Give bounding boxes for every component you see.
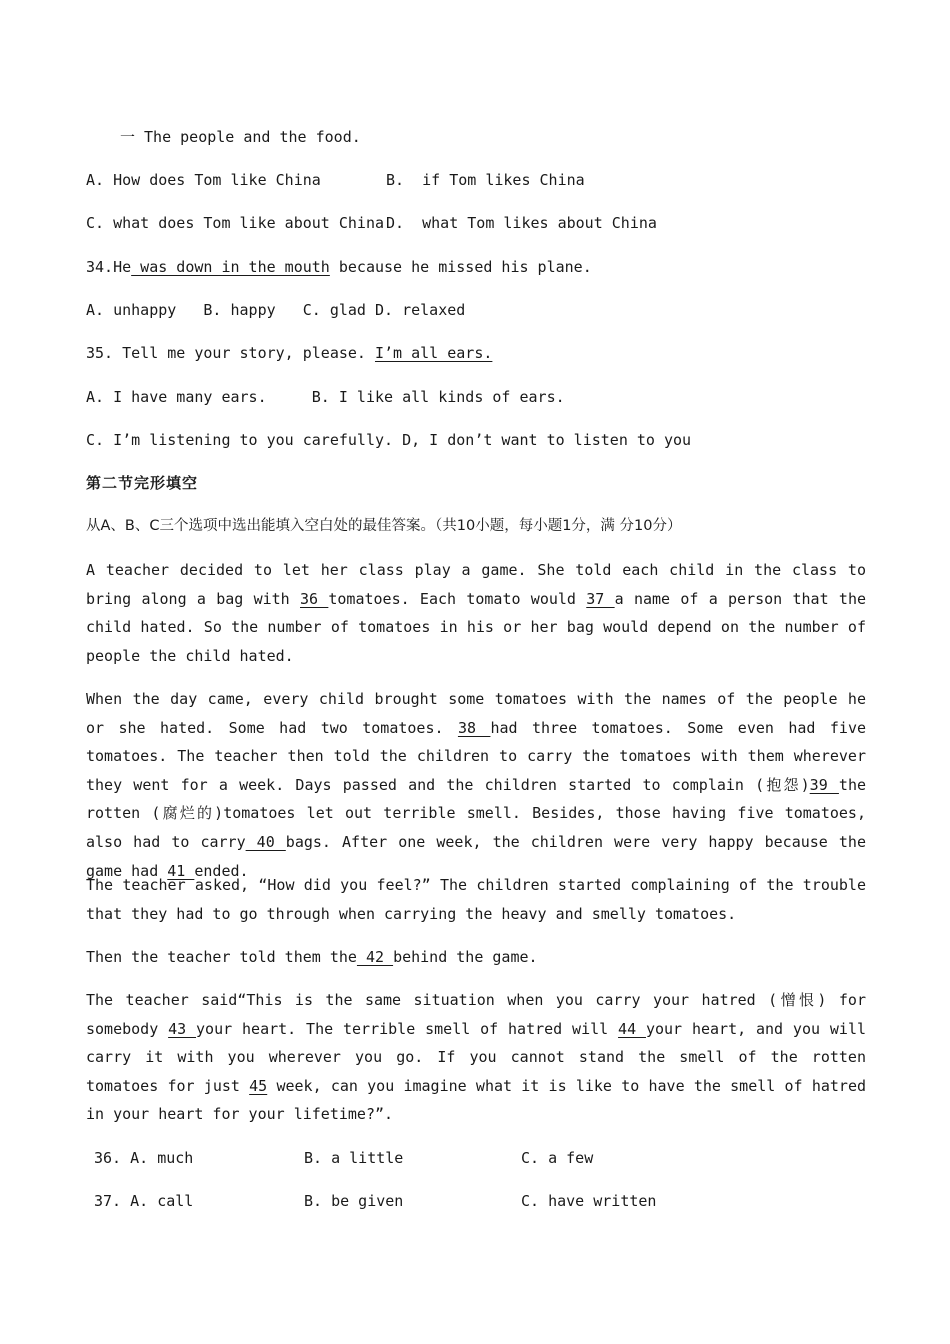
q35-options-row1: A. I have many ears. B. I like all kinds of ears. [86, 388, 565, 406]
q36-option-a: 36. A. much [94, 1149, 194, 1167]
passage-text: The teacher said“This is the same situation when you carry your hatred (憎恨) for somebody [86, 991, 866, 1038]
passage-text: a name of a person that the child hated. So the number of tomatoes in his or her bag would depend on the number of people the child hated. [86, 589, 866, 665]
q34-rest: because he missed his plane. [329, 258, 592, 276]
q33-option-b: B. if Tom likes China [386, 171, 585, 189]
q34-options: A. unhappy B. happy C. glad D. relaxed [86, 301, 466, 319]
passage-text: your heart, and you will carry it with you wherever you go. If you cannot stand the smell of the rotten tomatoes for just [86, 1019, 867, 1095]
passage-paragraph-1 [86, 556, 866, 670]
blank-40: 40 [245, 832, 286, 851]
section-heading: 第二节完形填空 [86, 474, 199, 492]
blank-39: 39 [809, 775, 839, 794]
passage-text: behind the game. [393, 948, 538, 966]
passage-text: A teacher decided to let her class play a game. She told each child in the class to bring along a bag with [86, 561, 866, 608]
passage-paragraph-2 [86, 685, 866, 885]
passage-text: your heart. The terrible smell of hatred will [196, 1019, 619, 1038]
q36-option-b: B. a little [304, 1149, 404, 1167]
q33-option-a: A. How does Tom like China [86, 171, 321, 189]
q37-option-b: B. be given [304, 1192, 404, 1210]
passage-paragraph-4 [86, 943, 866, 972]
q37-option-a: 37. A. call [94, 1192, 194, 1210]
q35-question: 35. Tell me your story, please. [86, 344, 375, 362]
q35-underlined-phrase: I’m all ears. [374, 344, 493, 362]
q33-answer-tail: 一 The people and the food. [120, 128, 361, 146]
q35-options-row2: C. I’m listening to you carefully. D, I don’t want to listen to you [86, 431, 692, 449]
passage-text: tomatoes. Each tomato would [328, 589, 587, 608]
passage-text: Then the teacher told them the [86, 948, 357, 966]
passage-text: had three tomatoes. Some even had five tomatoes. The teacher then told the children to carry the tomatoes with them wherever they went for a week. Days passed and the children started to complain (抱怨) [86, 718, 867, 794]
section-instructions: 从A、B、C三个选项中选出能填入空白处的最佳答案。（共10小题，每小题1分，满 分10分） [86, 518, 682, 534]
blank-38: 38 [457, 718, 491, 737]
blank-36: 36 [300, 589, 329, 608]
q34-stem [86, 258, 592, 276]
passage-text: When the day came, every child brought some tomatoes with the names of the people he or she hated. Some had two tomatoes. [86, 690, 866, 737]
q33-option-c: C. what does Tom like about China [86, 214, 385, 232]
q34-number: 34.He [86, 258, 132, 276]
blank-43: 43 [168, 1019, 197, 1038]
passage-paragraph-5 [86, 986, 866, 1129]
passage-text: week, can you imagine what it is like to have the smell of hatred in your heart for your lifetime?”. [86, 1076, 867, 1124]
passage-text: bags. After one week, the children were very happy because the game had [86, 832, 866, 880]
q36-option-c: C. a few [521, 1149, 594, 1167]
passage-text: ended. [194, 861, 249, 880]
q35-stem [86, 344, 492, 362]
q34-underlined-phrase: was down in the mouth [131, 258, 330, 276]
passage-text: the rotten (腐烂的)tomatoes let out terrible smell. Besides, those having five tomatoes, also had to carry [86, 775, 867, 851]
passage-paragraph-3: The teacher asked, “How did you feel?” The children started complaining of the trouble that they had to go through when carrying the heavy and smelly tomatoes. [86, 876, 866, 923]
q37-option-c: C. have written [521, 1192, 657, 1210]
q33-option-d: D. what Tom likes about China [386, 214, 657, 232]
blank-41: 41 [167, 861, 195, 880]
blank-42: 42 [356, 948, 394, 966]
blank-45: 45 [249, 1076, 268, 1095]
blank-44: 44 [618, 1019, 646, 1038]
blank-37: 37 [586, 589, 615, 608]
